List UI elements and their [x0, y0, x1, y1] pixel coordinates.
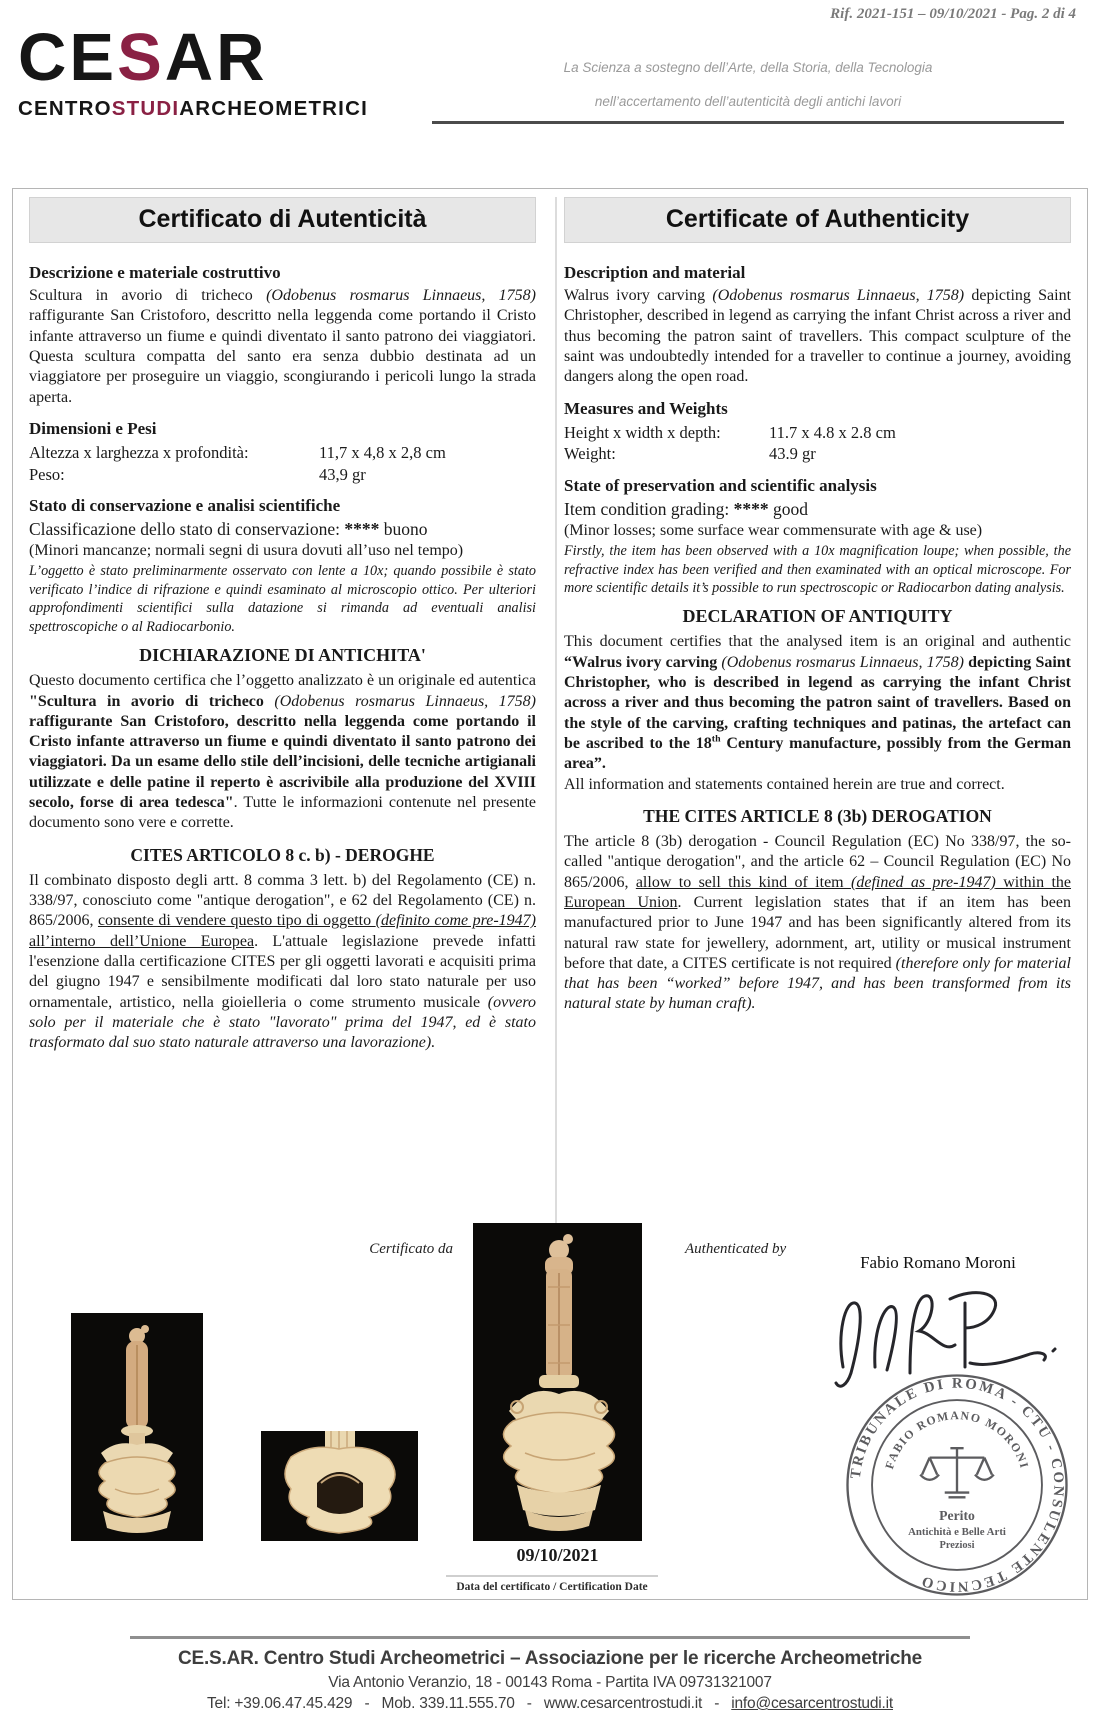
footer-address: Via Antonio Veranzio, 18 - 00143 Roma - Partita IVA 09731321007 — [328, 1674, 772, 1691]
artifact-photo-front — [71, 1313, 203, 1541]
desc-paragraph-it: Scultura in avorio di tricheco (Odobenus rosmarus Linnaeus, 1758) raffigurante San Cristoforo, descritto nella leggenda come portando il Cristo infante attraverso un fiume e quindi diventato il santo patrono dei viaggiatori. Questa scultura compatta del santo era senza dubbio destinata ad un viaggiatore per proseguire un viaggio, scongiurando i pericoli lungo la strada aperta. — [29, 287, 537, 406]
cesar-logo — [18, 20, 378, 121]
signer-name: Fabio Romano Moroni — [860, 1253, 1016, 1272]
date-underline — [446, 1575, 658, 1577]
footer-website-link[interactable]: www.cesarcentrostudi.it — [543, 1695, 703, 1712]
footer-phone: Tel: +39.06.47.45.429 — [207, 1695, 353, 1712]
scales-of-justice-icon — [920, 1448, 994, 1497]
page-reference: Rif. 2021-151 – 09/10/2021 - Pag. 2 di 4 — [830, 6, 1076, 22]
footer-org-name: CE.S.AR. Centro Studi Archeometrici – Associazione per le ricerche Archeometriche — [177, 1648, 923, 1669]
condition-heading-it: Stato di conservazione e analisi scientifiche — [29, 496, 341, 516]
tagline-line1: La Scienza a sostegno dell’Arte, della Storia, della Tecnologia — [563, 60, 933, 75]
condition-grading-it: Classificazione dello stato di conservazione: **** buono — [29, 519, 428, 540]
expert-stamp — [839, 1367, 1075, 1603]
footer-email-link[interactable]: info@cesarcentrostudi.it — [731, 1695, 893, 1712]
column-divider — [555, 197, 557, 1223]
svg-text:FABIO ROMANO MORONI: FABIO ROMANO MORONI — [882, 1408, 1032, 1471]
svg-text:TRIBUNALE DI ROMA - CTU - CONS: TRIBUNALE DI ROMA - CTU - CONSULENTE TECNICO — [847, 1375, 1067, 1595]
dims-table-it — [29, 442, 536, 486]
dims-row: Altezza x larghezza x profondità: 11,7 x 4,8 x 2,8 cm — [29, 442, 446, 462]
footer-contacts: Tel: +39.06.47.45.429 - Mob. 339.11.555.70 - www.cesarcentrostudi.it - info@cesarcentrostudi.it — [207, 1695, 893, 1712]
condition-grading-en: Item condition grading: **** good — [564, 499, 808, 520]
artifact-photo-base-detail — [261, 1431, 418, 1541]
header-divider — [432, 121, 1064, 124]
column-english — [564, 197, 1071, 1065]
dims-row: Peso: 43,9 gr — [29, 464, 366, 484]
tagline-line2: nell’accertamento dell’autenticità degli antichi lavori — [594, 94, 902, 109]
declaration-title-it: DICHIARAZIONE DI ANTICHITA' — [139, 645, 426, 666]
declaration-paragraph-it: Questo documento certifica che l’oggetto analizzato è un originale ed autentica "Scultura in avorio di tricheco (Odobenus rosmarus Linnaeus, 1758) raffigurante San Cristoforo, descritto nella leggenda come portando il Cristo infante attraverso un fiume e quindi diventato il santo patrono dei viaggiatori. Da un esame dello stile dell’incisioni, delle tecniche artigianali utilizzate e delle patine il reperto è ascrivibile alla produzione del XVIII secolo, forse di area tedesca". Tutte le informazioni contenute nel presente documento sono vere e corrette. — [29, 672, 537, 832]
date-caption: Data del certificato / Certification Date — [456, 1581, 648, 1593]
desc-heading-en: Description and material — [564, 263, 746, 282]
dims-row: Height x width x depth: 11.7 x 4.8 x 2.8 cm — [564, 422, 896, 442]
dims-table-en — [564, 422, 1071, 466]
desc-heading-it: Descrizione e materiale costruttivo — [29, 263, 281, 282]
condition-note-en: Firstly, the item has been observed with a 10x magnification loupe; when possible, the refractive index has been verified and then examinated with an optical microscope. For more scientific details it’s possible to run spectroscopic or Radiocarbon dating analysis. — [564, 543, 1071, 596]
condition-detail-en: (Minor losses; some surface wear commensurate with age & use) — [564, 522, 983, 540]
declaration-title-en: DECLARATION OF ANTIQUITY — [682, 606, 953, 627]
dims-heading-en: Measures and Weights — [564, 398, 728, 418]
dims-row: Weight: 43.9 gr — [564, 444, 816, 464]
svg-text:Perito: Perito — [939, 1507, 975, 1523]
certification-date: 09/10/2021 — [516, 1545, 599, 1565]
logo-subtitle: CENTROSTUDIARCHEOMETRICI — [18, 97, 368, 120]
authenticated-by-label: Authenticated by — [685, 1241, 787, 1257]
svg-text:Preziosi: Preziosi — [939, 1540, 975, 1552]
logo-wordmark: CESAR — [18, 20, 268, 95]
condition-detail-it: (Minori mancanze; normali segni di usura dovuti all’uso nel tempo) — [29, 542, 464, 560]
condition-heading-en: State of preservation and scientific analysis — [564, 476, 877, 496]
desc-paragraph-en: Walrus ivory carving (Odobenus rosmarus Linnaeus, 1758) depicting Saint Christopher, described in legend as carrying the infant Christ across a river and thus becoming the patron saint of travellers. This compact sculpture of the saint was undoubtedly intended for a traveller to continue a journey, avoiding dangers along the open road. — [564, 287, 1072, 386]
certified-by-label: Certificato da — [369, 1241, 453, 1257]
certificate-title-en: Certificate of Authenticity — [564, 197, 1071, 243]
condition-note-it: L’oggetto è stato preliminarmente osservato con lente a 10x; quando possibile è stato verificato l’indice di rifrazione e quindi esaminato al microscopio ottico. Per ulteriori approfondimenti scientifici sulla datazione si rimanda ad eventuali analisi spettroscopiche o al Radiocarbonio. — [29, 563, 536, 635]
cites-title-en: THE CITES ARTICLE 8 (3b) DEROGATION — [643, 805, 992, 826]
cites-title-it: CITES ARTICOLO 8 c. b) - DEROGHE — [130, 844, 435, 865]
footer-mobile: Mob. 339.11.555.70 — [381, 1695, 515, 1712]
footer-divider — [130, 1636, 970, 1639]
column-italian — [29, 197, 536, 1065]
artifact-photo-back — [473, 1223, 642, 1541]
certificate-box — [12, 188, 1088, 1600]
cites-paragraph-it: Il combinato disposto degli artt. 8 comma 3 lett. b) del Regolamento (CE) n. 338/97, conosciuto come "antique derogation", e 62 del Regolamento (CE) n. 865/2006, consente di vendere questo tipo di oggetto (definito come pre-1947) all’interno dell’Unione Europea. L'attuale legislazione prevede infatti l'esenzione dalla certificazione CITES per gli oggetti lavorati e acquisiti prima del giugno 1947 e sensibilmente modificati dal loro stato naturale per uso ornamentale, artistico, nella gioielleria o come strumento musicale (ovvero solo per il materiale che è stato "lavorato" prima del 1947, ed è stato trasformato dal suo stato naturale attraverso una lavorazione). — [29, 871, 537, 1052]
cites-paragraph-en: The article 8 (3b) derogation - Council Regulation (EC) No 338/97, the so-called "antique derogation", and the article 62 – Council Regulation (EC) No 865/2006, allow to sell this kind of item (defined as pre-1947) within the European Union. Current legislation states that if an item has been manufactured prior to June 1947 and has been significantly altered from its natural raw state for jewellery, adornment, art, utility or musical instrument before that date, a CITES certificate is not required (therefore only for material that has been “worked” before 1947, and has been transformed from its natural state by human craft). — [564, 832, 1072, 1013]
certificate-title-it: Certificato di Autenticità — [29, 197, 536, 243]
svg-text:Antichità e Belle Arti: Antichità e Belle Arti — [908, 1526, 1006, 1539]
declaration-paragraph-en: This document certifies that the analysed item is an original and authentic “Walrus ivory carving (Odobenus rosmarus Linnaeus, 1758) depicting Saint Christopher, who is described in legend as carrying the infant Christ across a river and thus becoming the patron saint of travellers. Based on the style of the carving, crafting techniques and patinas, the artefact can be ascribed to the 18th Century manufacture, possibly from the German area”. All information and statements contained herein are true and correct. — [564, 633, 1072, 793]
dims-heading-it: Dimensioni e Pesi — [29, 418, 157, 438]
